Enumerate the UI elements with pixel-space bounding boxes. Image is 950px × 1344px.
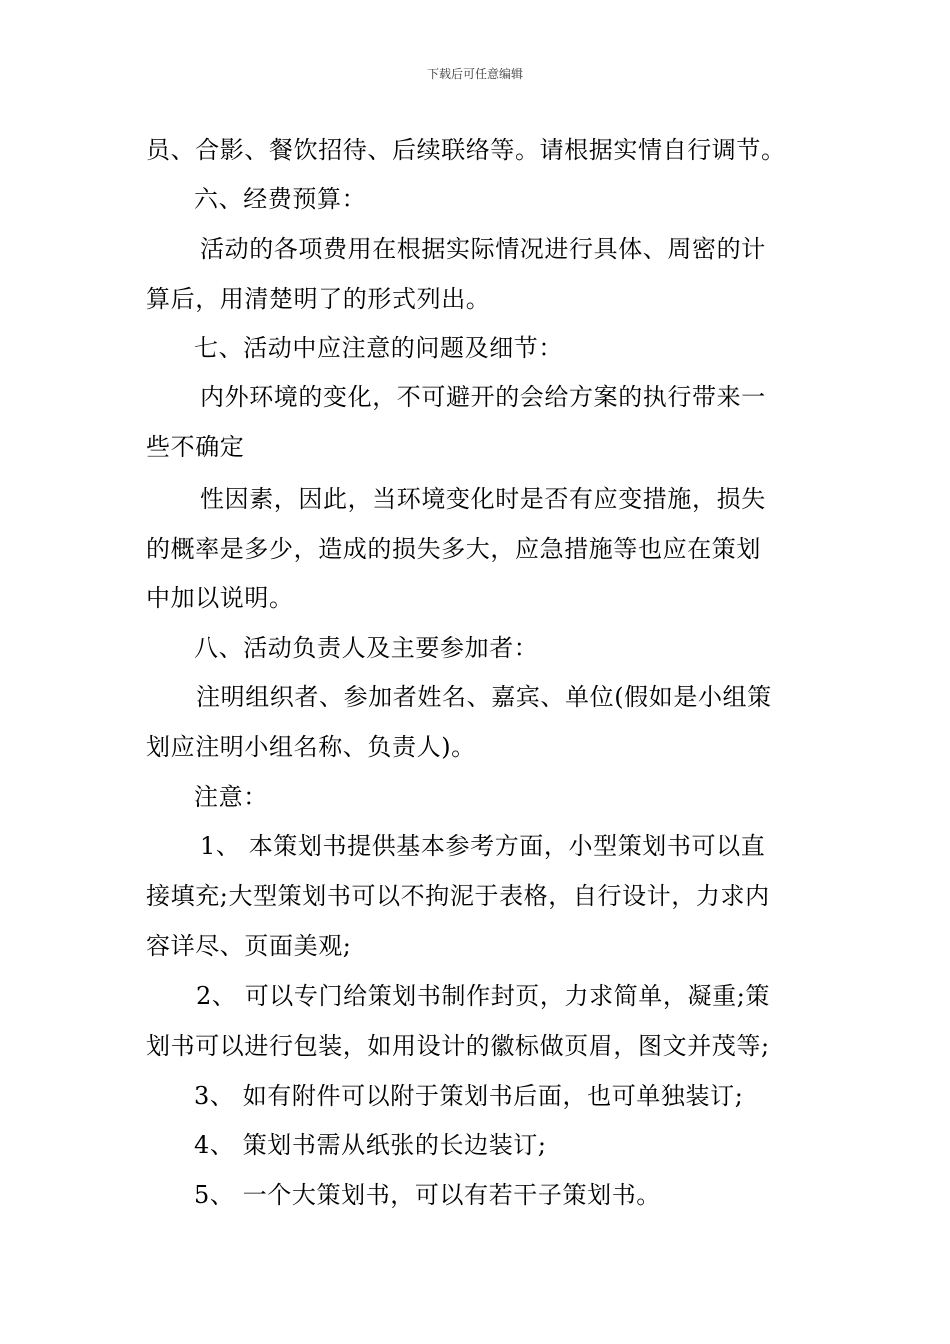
text-line: 内外环境的变化，不可避开的会给方案的执行带来一 (200, 383, 766, 411)
text-line: 些不确定 (146, 433, 245, 461)
note-item-2: 2、 可以专门给策划书制作封页，力求简单，凝重;策 (196, 982, 770, 1010)
text-line: 注明组织者、参加者姓名、嘉宾、单位(假如是小组策 (196, 683, 772, 711)
notes-heading: 注意： (194, 783, 268, 811)
text-line: 划应注明小组名称、负责人)。 (146, 733, 476, 761)
text-line: 容详尽、页面美观; (146, 932, 352, 960)
text-line: 员、合影、餐饮招待、后续联络等。请根据实情自行调节。 (146, 136, 786, 164)
text-line: 的概率是多少，造成的损失多大，应急措施等也应在策划 (146, 535, 761, 563)
section-heading: 七、活动中应注意的问题及细节： (194, 334, 563, 362)
section-heading: 六、经费预算： (194, 185, 367, 213)
note-item-3: 3、 如有附件可以附于策划书后面，也可单独装订; (194, 1082, 744, 1110)
text-line: 接填充;大型策划书可以不拘泥于表格，自行设计，力求内 (146, 882, 770, 910)
note-item-1: 1、 本策划书提供基本参考方面，小型策划书可以直 (200, 832, 766, 860)
text-line: 性因素，因此，当环境变化时是否有应变措施，损失 (200, 485, 766, 513)
text-line: 划书可以进行包装，如用设计的徽标做页眉，图文并茂等; (146, 1032, 770, 1060)
note-item-4: 4、 策划书需从纸张的长边装订; (194, 1131, 547, 1159)
section-heading: 八、活动负责人及主要参加者： (194, 634, 539, 662)
text-line: 算后，用清楚明了的形式列出。 (146, 285, 491, 313)
note-item-5: 5、 一个大策划书，可以有若干子策划书。 (194, 1181, 661, 1209)
page-header: 下载后可任意编辑 (426, 67, 523, 81)
text-line: 中加以说明。 (146, 584, 294, 612)
text-line: 活动的各项费用在根据实际情况进行具体、周密的计 (200, 235, 766, 263)
